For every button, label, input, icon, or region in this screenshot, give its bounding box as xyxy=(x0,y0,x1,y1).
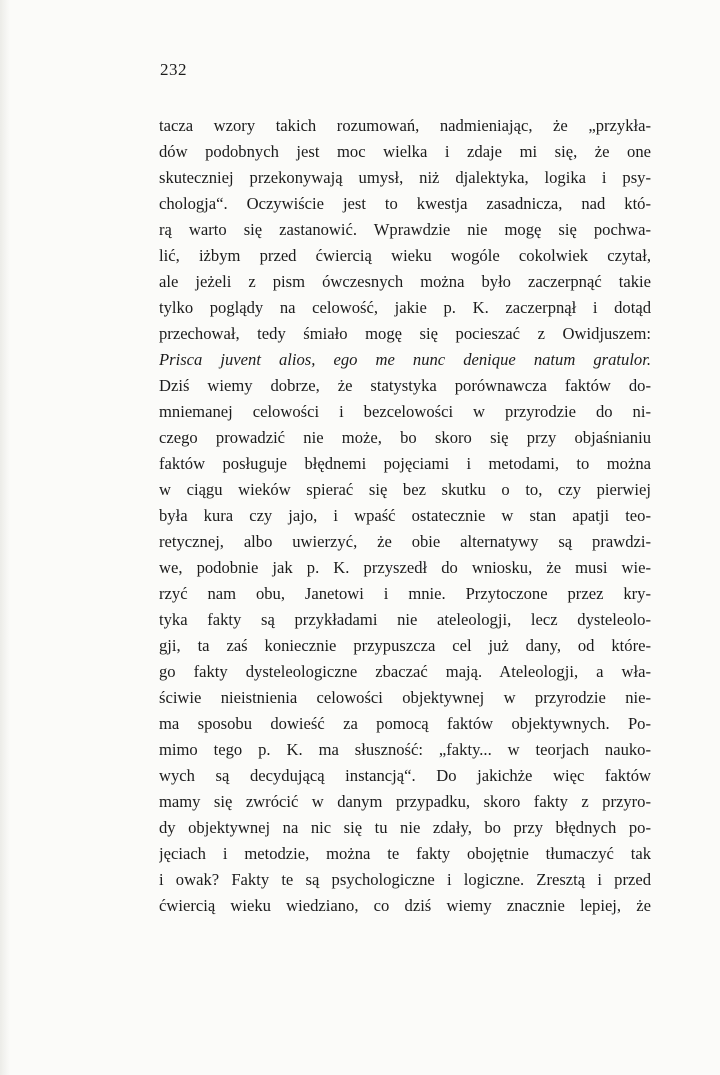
text-line: w ciągu wieków spierać się bez skutku o to, czy pierwiej xyxy=(159,480,651,499)
text-line: dy objektywnej na nic się tu nie zdały, bo przy błędnych po- xyxy=(159,818,651,837)
text-line: lić, iżbym przed ćwiercią wieku wogóle cokolwiek czytał, xyxy=(159,246,651,265)
text-line: retycznej, albo uwierzyć, że obie alternatywy są prawdzi- xyxy=(159,532,651,551)
text-line: Dziś wiemy dobrze, że statystyka porównawcza faktów do- xyxy=(159,376,651,395)
text-line: ściwie nieistnienia celowości objektywnej w przyrodzie nie- xyxy=(159,688,651,707)
text-line: ma sposobu dowieść za pomocą faktów objektywnych. Po- xyxy=(159,714,651,733)
text-line: przechował, tedy śmiało mogę się pocieszać z Owidjuszem: xyxy=(159,324,651,343)
text-line: tacza wzory takich rozumowań, nadmieniając, że „przykła- xyxy=(159,116,651,135)
latin-quotation-line: Prisca juvent alios, ego me nunc denique natum gratulor. xyxy=(159,350,651,369)
text-line: rą warto się zastanowić. Wprawdzie nie mogę się pochwa- xyxy=(159,220,651,239)
text-line: mimo tego p. K. ma słuszność: „fakty... w teorjach nauko- xyxy=(159,740,651,759)
text-line: gji, ta zaś koniecznie przypuszcza cel już dany, od które- xyxy=(159,636,651,655)
text-line: ćwiercią wieku wiedziano, co dziś wiemy znacznie lepiej, że xyxy=(159,896,651,915)
text-line: faktów posługuje błędnemi pojęciami i metodami, to można xyxy=(159,454,651,473)
scan-edge-shadow xyxy=(0,0,10,1075)
text-line: we, podobnie jak p. K. przyszedł do wniosku, że musi wie- xyxy=(159,558,651,577)
text-line: i owak? Fakty te są psychologiczne i logiczne. Zresztą i przed xyxy=(159,870,651,889)
text-line: rzyć nam obu, Janetowi i mnie. Przytoczone przez kry- xyxy=(159,584,651,603)
page-number: 232 xyxy=(160,60,187,79)
text-line: jęciach i metodzie, można te fakty obojętnie tłumaczyć tak xyxy=(159,844,651,863)
text-line: mamy się zwrócić w danym przypadku, skoro fakty z przyro- xyxy=(159,792,651,811)
text-line: była kura czy jajo, i wpaść ostatecznie w stan apatji teo- xyxy=(159,506,651,525)
text-line: tylko poglądy na celowość, jakie p. K. zaczerpnął i dotąd xyxy=(159,298,651,317)
text-line: tyka fakty są przykładami nie ateleologji, lecz dysteleolo- xyxy=(159,610,651,629)
text-line: skuteczniej przekonywają umysł, niż djalektyka, logika i psy- xyxy=(159,168,651,187)
text-line: go fakty dysteleologiczne zbaczać mają. Ateleologji, a wła- xyxy=(159,662,651,681)
text-line: dów podobnych jest moc wielka i zdaje mi się, że one xyxy=(159,142,651,161)
text-line: mniemanej celowości i bezcelowości w przyrodzie do ni- xyxy=(159,402,651,421)
text-line: chologja“. Oczywiście jest to kwestja zasadnicza, nad któ- xyxy=(159,194,651,213)
text-line: wych są decydującą instancją“. Do jakichże więc faktów xyxy=(159,766,651,785)
body-text xyxy=(159,113,651,919)
text-line: ale jeżeli z pism ówczesnych można było zaczerpnąć takie xyxy=(159,272,651,291)
text-line: czego prowadzić nie może, bo skoro się przy objaśnianiu xyxy=(159,428,651,447)
